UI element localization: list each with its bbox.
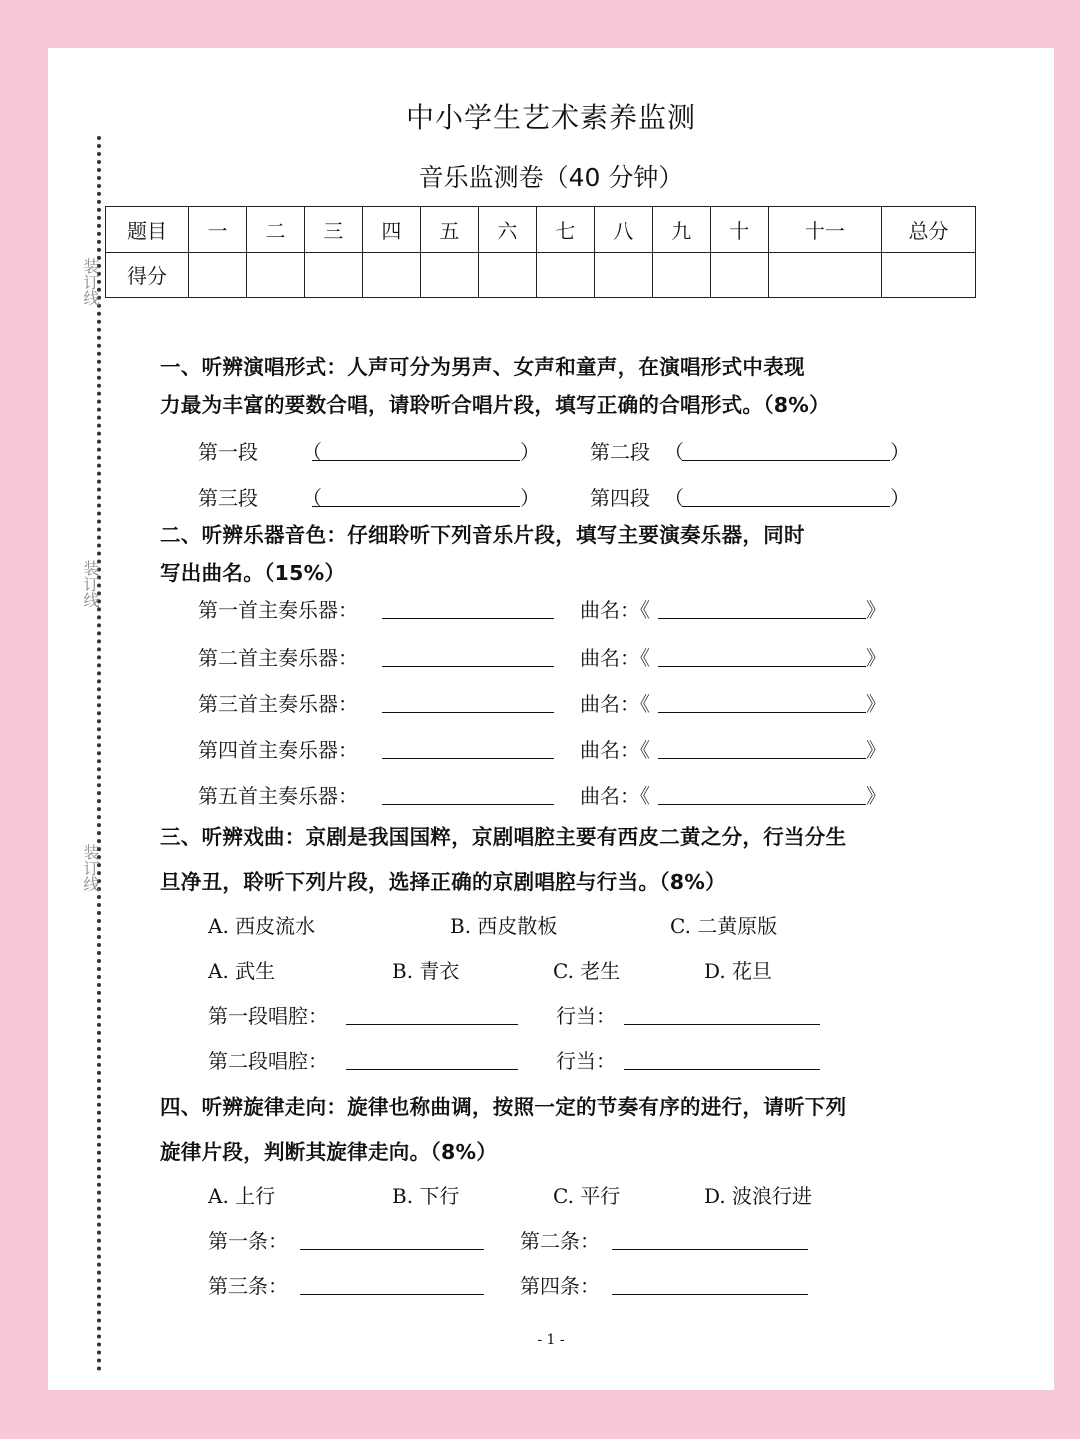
q2-item-2-label: 第二首主奏乐器： — [198, 646, 358, 670]
q3-option-b1: B. 西皮散板 — [450, 914, 558, 938]
q1-item-3-label: 第三段 — [198, 486, 258, 510]
q2-item-4-label: 第四首主奏乐器： — [198, 738, 358, 762]
q1-answer-1[interactable] — [312, 460, 520, 461]
q3-option-b2: B. 青衣 — [392, 959, 460, 983]
q2-line1: 二、听辨乐器音色：仔细聆听下列音乐片段，填写主要演奏乐器，同时 — [160, 523, 805, 547]
header-cell-10: 十 — [710, 207, 768, 253]
header-cell-2: 二 — [246, 207, 304, 253]
score-cell[interactable] — [246, 252, 304, 298]
q2-line2: 写出曲名。（15%） — [160, 561, 346, 585]
score-cell[interactable] — [420, 252, 478, 298]
header-cell-3: 三 — [304, 207, 362, 253]
q2-song-close: 》 — [866, 738, 886, 762]
q4-item-2-label: 第二条： — [520, 1229, 600, 1253]
q3-item-1-label: 第一段唱腔： — [208, 1004, 328, 1028]
q1-item-2-label: 第二段 — [590, 440, 650, 464]
q2-song-label: 曲名：《 — [580, 598, 650, 622]
q1-close-paren: ） — [520, 440, 540, 464]
score-cell[interactable] — [768, 252, 881, 298]
header-cell-5: 五 — [420, 207, 478, 253]
q3-item-2-label: 第二段唱腔： — [208, 1049, 328, 1073]
q2-instrument-4[interactable] — [382, 758, 554, 759]
binding-label-top: 装订线 — [81, 258, 100, 306]
q4-option-d: D. 波浪行进 — [704, 1184, 813, 1208]
q1-item-4-label: 第四段 — [590, 486, 650, 510]
q2-song-1[interactable] — [658, 618, 866, 619]
q1-line1: 一、听辨演唱形式：人声可分为男声、女声和童声，在演唱形式中表现 — [160, 355, 805, 379]
binding-label-bottom: 装订线 — [81, 844, 100, 892]
q4-line2: 旋律片段，判断其旋律走向。（8%） — [160, 1140, 498, 1164]
q3-line2: 旦净丑，聆听下列片段，选择正确的京剧唱腔与行当。（8%） — [160, 870, 726, 894]
q2-song-3[interactable] — [658, 712, 866, 713]
q2-song-close: 》 — [866, 692, 886, 716]
q3-role-2[interactable] — [624, 1069, 820, 1070]
q1-open-paren: （ — [302, 486, 322, 510]
q2-song-label: 曲名：《 — [580, 784, 650, 808]
q2-item-5-label: 第五首主奏乐器： — [198, 784, 358, 808]
q3-option-c1: C. 二黄原版 — [670, 914, 778, 938]
q4-answer-4[interactable] — [612, 1294, 808, 1295]
binding-label-middle: 装订线 — [81, 560, 100, 608]
q2-item-1-label: 第一首主奏乐器： — [198, 598, 358, 622]
q4-option-c: C. 平行 — [553, 1184, 621, 1208]
q2-song-5[interactable] — [658, 804, 866, 805]
q4-answer-1[interactable] — [300, 1249, 484, 1250]
score-table — [105, 206, 976, 298]
q1-line2: 力最为丰富的要数合唱，请聆听合唱片段，填写正确的合唱形式。（8%） — [160, 393, 830, 417]
q2-instrument-2[interactable] — [382, 666, 554, 667]
q2-song-label: 曲名：《 — [580, 738, 650, 762]
q1-answer-3[interactable] — [312, 506, 520, 507]
exam-paper — [48, 48, 1054, 1390]
q4-answer-3[interactable] — [300, 1294, 484, 1295]
score-cell[interactable] — [536, 252, 594, 298]
q2-song-label: 曲名：《 — [580, 692, 650, 716]
q1-answer-2[interactable] — [682, 460, 890, 461]
q2-song-4[interactable] — [658, 758, 866, 759]
header-cell-11: 十一 — [768, 207, 881, 253]
q2-instrument-5[interactable] — [382, 804, 554, 805]
q1-open-paren: （ — [664, 486, 684, 510]
header-cell-7: 七 — [536, 207, 594, 253]
q3-role-label: 行当： — [556, 1004, 616, 1028]
exam-title: 中小学生艺术素养监测 — [405, 101, 696, 134]
q1-open-paren: （ — [664, 440, 684, 464]
q1-close-paren: ） — [520, 486, 540, 510]
score-cell-total[interactable] — [882, 252, 976, 298]
q2-song-close: 》 — [866, 598, 886, 622]
q1-item-1-label: 第一段 — [198, 440, 258, 464]
q3-option-d2: D. 花旦 — [704, 959, 773, 983]
q4-option-b: B. 下行 — [392, 1184, 460, 1208]
q2-song-close: 》 — [866, 646, 886, 670]
score-cell[interactable] — [478, 252, 536, 298]
q4-answer-2[interactable] — [612, 1249, 808, 1250]
score-table-header-row — [106, 207, 976, 253]
header-cell-9: 九 — [652, 207, 710, 253]
score-cell[interactable] — [189, 252, 247, 298]
q2-item-3-label: 第三首主奏乐器： — [198, 692, 358, 716]
header-cell-4: 四 — [362, 207, 420, 253]
q1-answer-4[interactable] — [682, 506, 890, 507]
q2-song-2[interactable] — [658, 666, 866, 667]
score-row-label: 得分 — [106, 252, 189, 298]
score-cell[interactable] — [362, 252, 420, 298]
q4-line1: 四、听辨旋律走向：旋律也称曲调，按照一定的节奏有序的进行，请听下列 — [160, 1095, 847, 1119]
q4-item-3-label: 第三条： — [208, 1274, 288, 1298]
q4-item-4-label: 第四条： — [520, 1274, 600, 1298]
q2-song-close: 》 — [866, 784, 886, 808]
q3-option-a2: A. 武生 — [208, 959, 276, 983]
score-cell[interactable] — [652, 252, 710, 298]
page-number: - 1 - — [537, 1332, 565, 1348]
q3-aria-1[interactable] — [346, 1024, 518, 1025]
header-cell-1: 一 — [189, 207, 247, 253]
exam-subtitle: 音乐监测卷（40 分钟） — [418, 163, 684, 192]
header-cell-total: 总分 — [882, 207, 976, 253]
q2-song-label: 曲名：《 — [580, 646, 650, 670]
header-cell-label: 题目 — [106, 207, 189, 253]
q4-option-a: A. 上行 — [208, 1184, 276, 1208]
q1-close-paren: ） — [890, 440, 910, 464]
q3-option-c2: C. 老生 — [553, 959, 621, 983]
q2-instrument-1[interactable] — [382, 618, 554, 619]
q3-option-a1: A. 西皮流水 — [208, 914, 316, 938]
q2-instrument-3[interactable] — [382, 712, 554, 713]
header-cell-6: 六 — [478, 207, 536, 253]
q1-close-paren: ） — [890, 486, 910, 510]
header-cell-8: 八 — [594, 207, 652, 253]
score-table-score-row — [106, 252, 976, 298]
score-cell[interactable] — [710, 252, 768, 298]
score-cell[interactable] — [594, 252, 652, 298]
q3-role-label: 行当： — [556, 1049, 616, 1073]
q4-item-1-label: 第一条： — [208, 1229, 288, 1253]
q3-aria-2[interactable] — [346, 1069, 518, 1070]
score-cell[interactable] — [304, 252, 362, 298]
q1-open-paren: （ — [302, 440, 322, 464]
q3-line1: 三、听辨戏曲：京剧是我国国粹，京剧唱腔主要有西皮二黄之分，行当分生 — [160, 825, 847, 849]
q3-role-1[interactable] — [624, 1024, 820, 1025]
